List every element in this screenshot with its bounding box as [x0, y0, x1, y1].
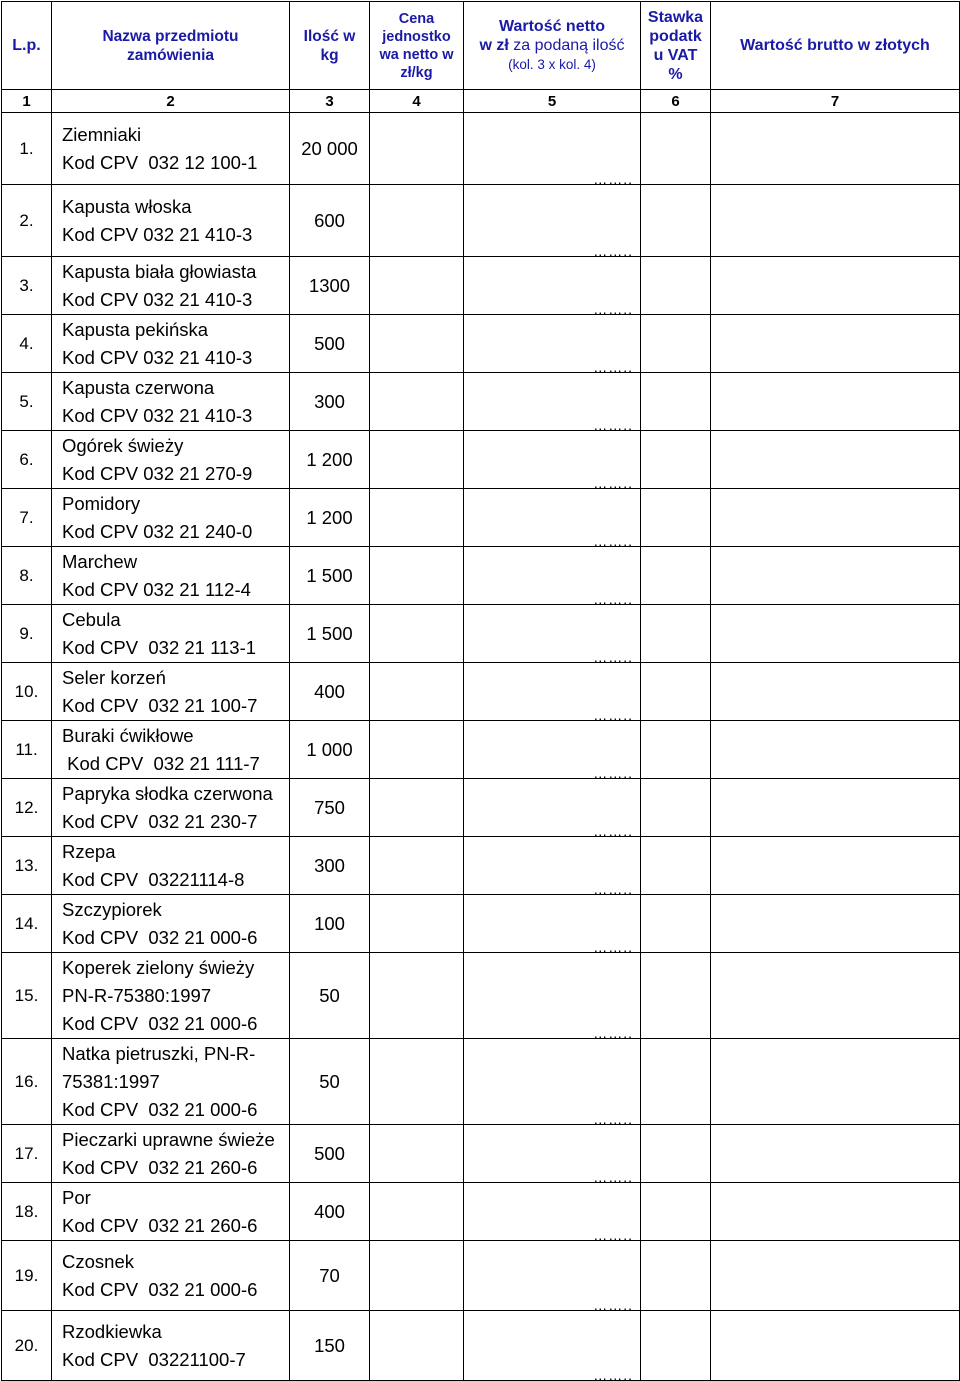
- row-unit-price[interactable]: [370, 605, 464, 663]
- row-product: [52, 1125, 290, 1183]
- product-cpv-code: Kod CPV 032 21 260-6: [62, 1156, 258, 1178]
- fill-in-dots: ……..: [593, 765, 633, 779]
- row-quantity: 100: [290, 895, 370, 953]
- row-product: [52, 1311, 290, 1381]
- row-quantity: 500: [290, 1125, 370, 1183]
- row-vat-rate[interactable]: [641, 1125, 711, 1183]
- row-net-value[interactable]: [464, 1039, 641, 1125]
- product-cpv-code: Kod CPV 03221114-8: [62, 868, 245, 890]
- row-product: [52, 257, 290, 315]
- row-lp: 8.: [2, 547, 52, 605]
- row-unit-price[interactable]: [370, 257, 464, 315]
- row-net-value[interactable]: [464, 895, 641, 953]
- table-row: [2, 257, 960, 315]
- product-cpv-code: Kod CPV 032 21 260-6: [62, 1214, 258, 1236]
- header-vat: [641, 2, 711, 90]
- fill-in-dots: ……..: [593, 1025, 633, 1039]
- row-gross-value[interactable]: [711, 663, 960, 721]
- row-quantity: 300: [290, 837, 370, 895]
- column-number: 6: [641, 90, 711, 113]
- product-cpv-code: Kod CPV 032 21 000-6: [62, 926, 258, 948]
- row-lp: 2.: [2, 185, 52, 257]
- row-vat-rate[interactable]: [641, 113, 711, 185]
- column-number: 7: [711, 90, 960, 113]
- fill-in-dots: ……..: [593, 1367, 633, 1381]
- header-qty: Ilość w kg: [290, 2, 370, 90]
- row-quantity: 50: [290, 953, 370, 1039]
- row-lp: 19.: [2, 1241, 52, 1311]
- product-cpv-code: Kod CPV 032 21 230-7: [62, 810, 258, 832]
- row-product: [52, 1183, 290, 1241]
- product-name: Pomidory: [62, 492, 141, 514]
- row-lp: 16.: [2, 1039, 52, 1125]
- row-net-value[interactable]: [464, 185, 641, 257]
- row-unit-price[interactable]: [370, 837, 464, 895]
- row-unit-price[interactable]: [370, 721, 464, 779]
- header-net-line1: Wartość netto: [498, 18, 606, 35]
- row-vat-rate[interactable]: [641, 489, 711, 547]
- product-name: Por: [62, 1186, 91, 1208]
- product-name: Kapusta włoska: [62, 195, 192, 217]
- row-quantity: 400: [290, 1183, 370, 1241]
- product-cpv-code: Kod CPV 032 21 111-7: [62, 752, 260, 774]
- row-net-value[interactable]: [464, 779, 641, 837]
- row-lp: 13.: [2, 837, 52, 895]
- row-net-value[interactable]: [464, 837, 641, 895]
- product-standard: PN-R-75380:1997: [62, 984, 212, 1006]
- row-quantity: 300: [290, 373, 370, 431]
- row-lp: 4.: [2, 315, 52, 373]
- fill-in-dots: ……..: [593, 533, 633, 547]
- row-net-value[interactable]: [464, 547, 641, 605]
- row-gross-value[interactable]: [711, 605, 960, 663]
- product-standard: 75381:1997: [62, 1070, 160, 1092]
- row-unit-price[interactable]: [370, 1311, 464, 1381]
- row-unit-price[interactable]: [370, 185, 464, 257]
- table-row: [2, 895, 960, 953]
- column-number: 3: [290, 90, 370, 113]
- row-unit-price[interactable]: [370, 113, 464, 185]
- header-vat-line3: u VAT: [653, 46, 698, 64]
- row-gross-value[interactable]: [711, 431, 960, 489]
- fill-in-dots: ……..: [593, 171, 633, 185]
- table-row: [2, 663, 960, 721]
- product-cpv-code: Kod CPV 032 21 100-7: [62, 694, 258, 716]
- product-cpv-code: Kod CPV 032 21 270-9: [62, 462, 253, 484]
- row-gross-value[interactable]: [711, 1039, 960, 1125]
- product-name: Koperek zielony świeży: [62, 956, 255, 978]
- product-cpv-code: Kod CPV 032 21 240-0: [62, 520, 253, 542]
- header-vat-line4: %: [668, 65, 683, 83]
- row-net-value[interactable]: [464, 315, 641, 373]
- row-unit-price[interactable]: [370, 1241, 464, 1311]
- fill-in-dots: ……..: [593, 301, 633, 315]
- row-lp: 20.: [2, 1311, 52, 1381]
- fill-in-dots: ……..: [593, 939, 633, 953]
- row-unit-price[interactable]: [370, 315, 464, 373]
- table-row: [2, 185, 960, 257]
- row-unit-price[interactable]: [370, 547, 464, 605]
- product-cpv-code: Kod CPV 032 21 410-3: [62, 223, 253, 245]
- row-gross-value[interactable]: [711, 837, 960, 895]
- table-row: [2, 779, 960, 837]
- row-gross-value[interactable]: [711, 953, 960, 1039]
- row-net-value[interactable]: [464, 1125, 641, 1183]
- row-lp: 5.: [2, 373, 52, 431]
- product-name: Kapusta czerwona: [62, 376, 215, 398]
- row-net-value[interactable]: [464, 257, 641, 315]
- row-unit-price[interactable]: [370, 1125, 464, 1183]
- row-quantity: 1 000: [290, 721, 370, 779]
- column-number: 1: [2, 90, 52, 113]
- header-net-line2: [464, 36, 640, 55]
- product-name: Cebula: [62, 608, 121, 630]
- row-unit-price[interactable]: [370, 431, 464, 489]
- table-row: [2, 1039, 960, 1125]
- product-name: Buraki ćwikłowe: [62, 724, 194, 746]
- product-cpv-code: Kod CPV 032 12 100-1: [62, 151, 258, 173]
- product-name: Kapusta biała głowiasta: [62, 260, 257, 282]
- fill-in-dots: ……..: [593, 591, 633, 605]
- product-name: Szczypiorek: [62, 898, 162, 920]
- row-gross-value[interactable]: [711, 1241, 960, 1311]
- row-lp: 1.: [2, 113, 52, 185]
- row-net-value[interactable]: [464, 953, 641, 1039]
- product-name: Kapusta pekińska: [62, 318, 209, 340]
- row-quantity: 500: [290, 315, 370, 373]
- item-rows: [2, 113, 960, 1381]
- row-vat-rate[interactable]: [641, 605, 711, 663]
- row-gross-value[interactable]: [711, 185, 960, 257]
- row-product: [52, 1039, 290, 1125]
- row-vat-rate[interactable]: [641, 1311, 711, 1381]
- table-row: [2, 1311, 960, 1381]
- row-lp: 18.: [2, 1183, 52, 1241]
- column-number: 4: [370, 90, 464, 113]
- row-gross-value[interactable]: [711, 779, 960, 837]
- table-row: [2, 1125, 960, 1183]
- column-number-row: [2, 90, 960, 113]
- table-row: [2, 431, 960, 489]
- order-table: [1, 1, 960, 1381]
- row-gross-value[interactable]: [711, 721, 960, 779]
- product-name: Natka pietruszki, PN-R-: [62, 1042, 256, 1064]
- fill-in-dots: ……..: [593, 359, 633, 373]
- row-vat-rate[interactable]: [641, 663, 711, 721]
- header-lp: L.p.: [2, 2, 52, 90]
- row-net-value[interactable]: [464, 1183, 641, 1241]
- product-cpv-code: Kod CPV 032 21 000-6: [62, 1278, 258, 1300]
- row-vat-rate[interactable]: [641, 1183, 711, 1241]
- row-gross-value[interactable]: [711, 373, 960, 431]
- row-net-value[interactable]: [464, 373, 641, 431]
- fill-in-dots: ……..: [593, 1297, 633, 1311]
- row-gross-value[interactable]: [711, 489, 960, 547]
- row-lp: 10.: [2, 663, 52, 721]
- fill-in-dots: ……..: [593, 707, 633, 721]
- product-name: Ziemniaki: [62, 123, 142, 145]
- fill-in-dots: ……..: [593, 475, 633, 489]
- fill-in-dots: ……..: [593, 1227, 633, 1241]
- product-name: Papryka słodka czerwona: [62, 782, 273, 804]
- row-vat-rate[interactable]: [641, 895, 711, 953]
- row-vat-rate[interactable]: [641, 373, 711, 431]
- row-unit-price[interactable]: [370, 895, 464, 953]
- row-product: [52, 1241, 290, 1311]
- row-gross-value[interactable]: [711, 113, 960, 185]
- header-name: Nazwa przedmiotu zamówienia: [52, 2, 290, 90]
- row-unit-price[interactable]: [370, 1183, 464, 1241]
- product-name: Rzodkiewka: [62, 1320, 162, 1342]
- row-product: [52, 605, 290, 663]
- column-number: 5: [464, 90, 641, 113]
- row-vat-rate[interactable]: [641, 837, 711, 895]
- row-quantity: 600: [290, 185, 370, 257]
- row-vat-rate[interactable]: [641, 953, 711, 1039]
- row-quantity: 1 500: [290, 547, 370, 605]
- row-lp: 15.: [2, 953, 52, 1039]
- product-cpv-code: Kod CPV 032 21 112-4: [62, 578, 251, 600]
- row-unit-price[interactable]: [370, 373, 464, 431]
- table-row: [2, 1183, 960, 1241]
- row-quantity: 20 000: [290, 113, 370, 185]
- row-product: [52, 431, 290, 489]
- row-quantity: 70: [290, 1241, 370, 1311]
- header-unit-price: [370, 2, 464, 90]
- row-net-value[interactable]: [464, 1311, 641, 1381]
- row-lp: 7.: [2, 489, 52, 547]
- row-quantity: 1 500: [290, 605, 370, 663]
- fill-in-dots: ……..: [593, 881, 633, 895]
- product-cpv-code: Kod CPV 032 21 000-6: [62, 1098, 258, 1120]
- fill-in-dots: ……..: [593, 823, 633, 837]
- row-gross-value[interactable]: [711, 895, 960, 953]
- row-quantity: 50: [290, 1039, 370, 1125]
- row-gross-value[interactable]: [711, 1183, 960, 1241]
- row-vat-rate[interactable]: [641, 547, 711, 605]
- header-net-line2-bold: w zł: [479, 37, 509, 54]
- row-vat-rate[interactable]: [641, 185, 711, 257]
- row-product: [52, 373, 290, 431]
- row-quantity: 1 200: [290, 431, 370, 489]
- table-row: [2, 1241, 960, 1311]
- header-vat-line2: podatk: [649, 27, 702, 45]
- row-product: [52, 837, 290, 895]
- product-name: Rzepa: [62, 840, 116, 862]
- row-vat-rate[interactable]: [641, 779, 711, 837]
- row-product: [52, 779, 290, 837]
- row-unit-price[interactable]: [370, 953, 464, 1039]
- fill-in-dots: ……..: [593, 1169, 633, 1183]
- row-net-value[interactable]: [464, 431, 641, 489]
- row-net-value[interactable]: [464, 663, 641, 721]
- row-vat-rate[interactable]: [641, 257, 711, 315]
- product-cpv-code: Kod CPV 032 21 410-3: [62, 404, 253, 426]
- table-row: [2, 605, 960, 663]
- fill-in-dots: ……..: [593, 417, 633, 431]
- header-gross: Wartość brutto w złotych: [711, 2, 960, 90]
- row-unit-price[interactable]: [370, 663, 464, 721]
- row-product: [52, 185, 290, 257]
- row-lp: 14.: [2, 895, 52, 953]
- header-vat-line1: Stawka: [647, 8, 704, 26]
- product-cpv-code: Kod CPV 032 21 113-1: [62, 636, 257, 658]
- row-lp: 12.: [2, 779, 52, 837]
- header-price-line2: jednostko: [382, 28, 451, 45]
- row-product: [52, 489, 290, 547]
- row-gross-value[interactable]: [711, 547, 960, 605]
- row-unit-price[interactable]: [370, 779, 464, 837]
- product-name: Ogórek świeży: [62, 434, 184, 456]
- row-gross-value[interactable]: [711, 257, 960, 315]
- row-quantity: 1 200: [290, 489, 370, 547]
- row-product: [52, 721, 290, 779]
- product-name: Czosnek: [62, 1250, 134, 1272]
- row-vat-rate[interactable]: [641, 1241, 711, 1311]
- row-net-value[interactable]: [464, 489, 641, 547]
- header-net-line2-rest: za podaną ilość: [513, 37, 625, 54]
- table-row: [2, 547, 960, 605]
- header-net-line3: (kol. 3 x kol. 4): [508, 57, 596, 72]
- fill-in-dots: ……..: [593, 1111, 633, 1125]
- row-product: [52, 663, 290, 721]
- row-vat-rate[interactable]: [641, 1039, 711, 1125]
- row-quantity: 750: [290, 779, 370, 837]
- table-row: [2, 953, 960, 1039]
- row-product: [52, 953, 290, 1039]
- row-quantity: 150: [290, 1311, 370, 1381]
- fill-in-dots: ……..: [593, 649, 633, 663]
- header-row: [2, 2, 960, 90]
- row-lp: 9.: [2, 605, 52, 663]
- product-cpv-code: Kod CPV 032 21 000-6: [62, 1012, 258, 1034]
- product-name: Pieczarki uprawne świeże: [62, 1128, 275, 1150]
- row-quantity: 400: [290, 663, 370, 721]
- row-unit-price[interactable]: [370, 489, 464, 547]
- row-vat-rate[interactable]: [641, 721, 711, 779]
- product-cpv-code: Kod CPV 032 21 410-3: [62, 346, 253, 368]
- header-price-line1: Cena: [398, 10, 435, 27]
- table-row: [2, 373, 960, 431]
- row-lp: 11.: [2, 721, 52, 779]
- header-price-line4: zł/kg: [400, 64, 433, 81]
- table-row: [2, 489, 960, 547]
- product-cpv-code: Kod CPV 032 21 410-3: [62, 288, 253, 310]
- row-product: [52, 547, 290, 605]
- product-cpv-code: Kod CPV 03221100-7: [62, 1348, 246, 1370]
- row-net-value[interactable]: [464, 605, 641, 663]
- header-net-value: [464, 2, 641, 90]
- header-price-line3: wa netto w: [379, 46, 454, 63]
- row-product: [52, 895, 290, 953]
- product-name: Marchew: [62, 550, 138, 572]
- table-row: [2, 315, 960, 373]
- table-row: [2, 113, 960, 185]
- row-net-value[interactable]: [464, 113, 641, 185]
- row-unit-price[interactable]: [370, 1039, 464, 1125]
- fill-in-dots: ……..: [593, 243, 633, 257]
- row-net-value[interactable]: [464, 721, 641, 779]
- row-gross-value[interactable]: [711, 1311, 960, 1381]
- table-row: [2, 837, 960, 895]
- row-product: [52, 315, 290, 373]
- product-name: Seler korzeń: [62, 666, 166, 688]
- column-number: 2: [52, 90, 290, 113]
- row-lp: 6.: [2, 431, 52, 489]
- row-quantity: 1300: [290, 257, 370, 315]
- row-net-value[interactable]: [464, 1241, 641, 1311]
- row-lp: 17.: [2, 1125, 52, 1183]
- row-gross-value[interactable]: [711, 315, 960, 373]
- row-vat-rate[interactable]: [641, 431, 711, 489]
- row-vat-rate[interactable]: [641, 315, 711, 373]
- table-row: [2, 721, 960, 779]
- row-gross-value[interactable]: [711, 1125, 960, 1183]
- row-product: [52, 113, 290, 185]
- row-lp: 3.: [2, 257, 52, 315]
